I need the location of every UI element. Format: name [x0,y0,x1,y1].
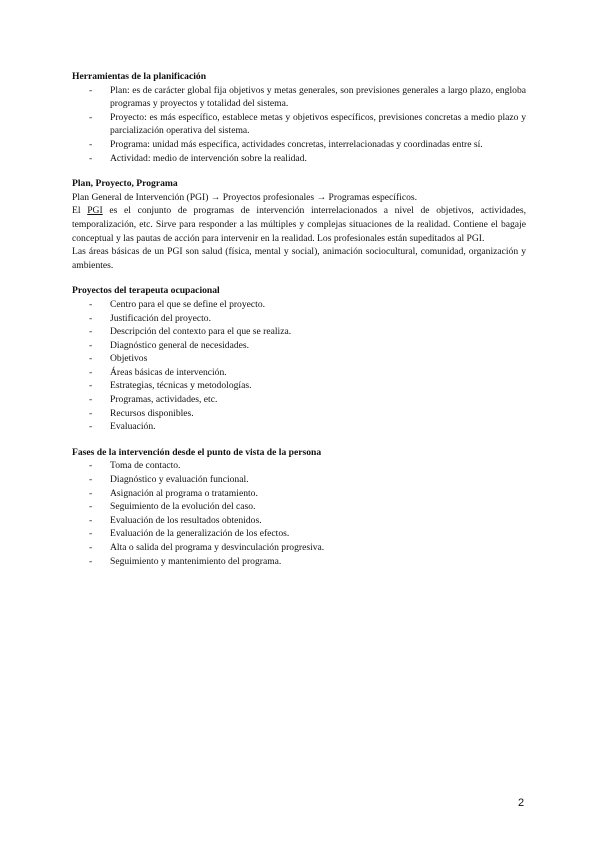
pgi-term: PGI [87,205,103,217]
list-item: - Proyecto: es más específico, establece metas y objetivos específicos, previsiones concretas a medio plazo y parcialización operativa del sistema. [72,111,526,138]
list-item: - Plan: es de carácter global fija objetivos y metas generales, son previsiones generales a largo plazo, engloba programas y proyectos y totalidad del sistema. [72,84,526,111]
list-item: - Centro para el que se define el proyecto. [72,298,526,312]
list-item: - Diagnóstico general de necesidades. [72,339,526,353]
section-heading: Plan, Proyecto, Programa [72,178,178,190]
list-item: - Evaluación de la generalización de los efectos. [72,527,526,541]
section-fases [72,446,526,568]
list-item: - Diagnóstico y evaluación funcional. [72,473,526,487]
list-item: - Áreas básicas de intervención. [72,366,526,380]
list-item: - Evaluación. [72,420,526,434]
pgi-flow-line: Plan General de Intervención (PGI) → Proyectos profesionales → Programas específicos. [72,191,418,203]
pgi-definition-paragraph [72,204,526,245]
list-item: - Evaluación de los resultados obtenidos. [72,514,526,528]
list-item: - Programa: unidad más específica, actividades concretas, interrelacionadas y coordinadas entre sí. [72,138,526,152]
section-heading: Herramientas de la planificación [72,71,207,82]
section-plan-proyecto [72,177,526,272]
bullet-list [72,298,526,434]
list-item: - Toma de contacto. [72,459,526,473]
list-item: - Estrategias, técnicas y metodologías. [72,379,526,393]
bullet-list [72,459,526,568]
list-item: - Asignación al programa o tratamiento. [72,487,526,501]
pgi-areas-paragraph: Las áreas básicas de un PGI son salud (física, mental y social), animación sociocultural, comunidad, organización y ambientes. [72,246,526,271]
document-page [72,70,526,580]
list-item: - Alta o salida del programa y desvinculación progresiva. [72,541,526,555]
list-item: - Seguimiento y mantenimiento del programa. [72,555,526,569]
list-item: - Programas, actividades, etc. [72,393,526,407]
section-proyectos-to [72,284,526,434]
list-item: - Seguimiento de la evolución del caso. [72,500,526,514]
paragraph-prefix: El [72,205,81,217]
page-number: 2 [518,797,525,809]
paragraph-text: es el conjunto de programas de intervención interrelacionados a nivel de objetivos, actividades, temporalización, etc. Sirve para responder a las múltiples y complejas situaciones de la realidad. Contiene el bagaje conceptual y las pautas de acción para intervenir en la realidad. Los profesionales están supeditados al PGI. [72,205,526,244]
list-item: - Justificación del proyecto. [72,312,526,326]
list-item: - Descripción del contexto para el que se realiza. [72,325,526,339]
list-item: - Objetivos [72,352,526,366]
section-heading: Proyectos del terapeuta ocupacional [72,285,220,297]
section-heading: Fases de la intervención desde el punto de vista de la persona [72,446,322,458]
bullet-list [72,84,526,166]
list-item: - Actividad: medio de intervención sobre la realidad. [72,152,526,166]
list-item: - Recursos disponibles. [72,407,526,421]
section-herramientas [72,70,526,165]
